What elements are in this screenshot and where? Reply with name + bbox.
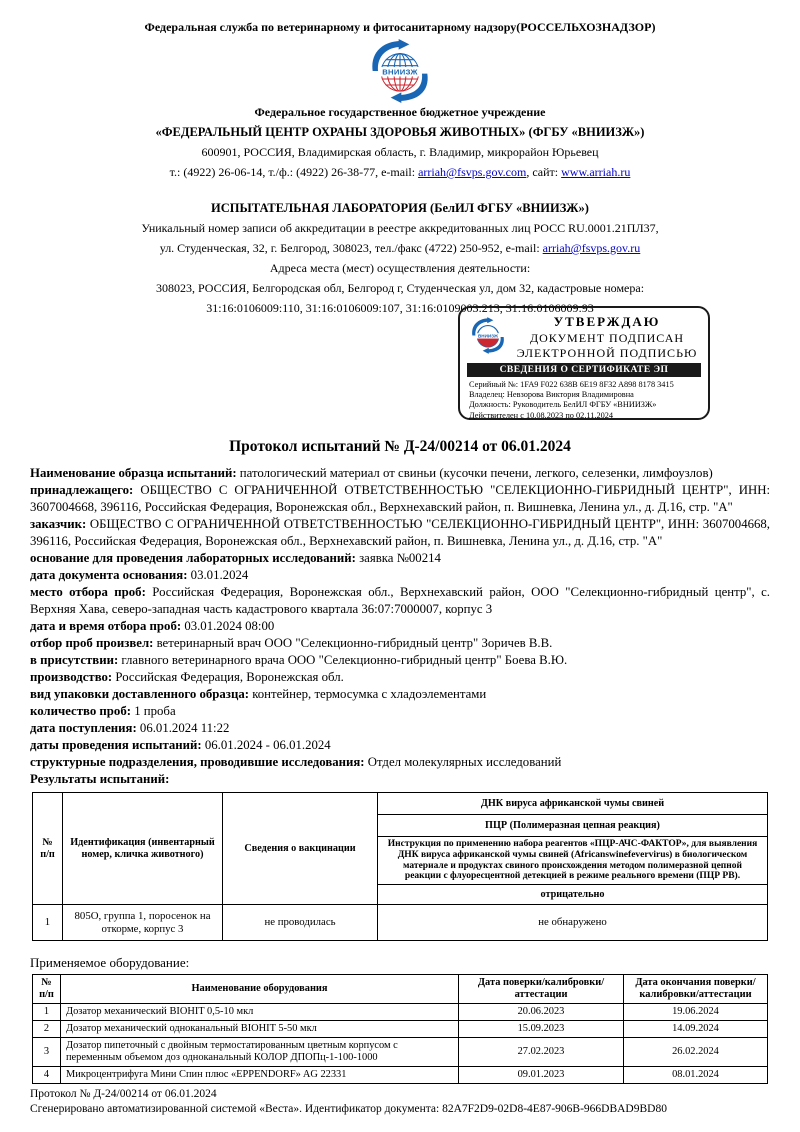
field-sample-count [30, 703, 770, 720]
result-value-cell: не обнаружено [378, 905, 768, 941]
field-label: место отбора проб: [30, 585, 146, 599]
activity-label: Адреса места (мест) осуществления деятельности: [269, 261, 531, 275]
method-cell: ПЦР (Полимеразная цепная реакция) [378, 815, 768, 837]
field-owner [30, 482, 770, 516]
protocol-title: Протокол испытаний № Д-24/00214 от 06.01.2024 [229, 438, 571, 455]
eq-name: Дозатор механический одноканальный BIOHIT 5-50 мкл [61, 1021, 459, 1038]
stamp-signed-line2: ЭЛЕКТРОННОЙ ПОДПИСЬЮ [516, 346, 698, 360]
activity-address: 308023, РОССИЯ, Белгородская обл, Белгород г, Студенческая ул, дом 32, кадастровые номера: [155, 281, 645, 295]
field-label: в присутствии: [30, 653, 119, 667]
field-value: Российская Федерация, Воронежская обл., Верхнехавский район, ООО "Селекционно-гибридный центр", с. Верхняя Хава, северо-западная часть кадастрового квартала 36:07:7000007, корпус 3 [30, 585, 771, 616]
field-label: принадлежащего: [30, 483, 134, 497]
protocol-fields [30, 465, 770, 788]
field-value: патологический материал от свиньи (кусочки печени, легкого, селезенки, лимфоузлов) [239, 466, 713, 480]
document-footer [30, 1087, 800, 1117]
field-label: вид упаковки доставленного образца: [30, 687, 249, 701]
stamp-serial: Серийный №: 1FA9 F022 638B 6E19 8F32 A898 8178 3415 [469, 380, 674, 389]
footer-generated-line: Сгенерировано автоматизированной системой «Веста». Идентификатор документа: 82A7F2D9-02D8-4E87-906B-966DBAD9BD80 [30, 1103, 667, 1116]
org-address: 600901, РОССИЯ, Владимирская область, г. Владимир, микрорайон Юрьевец [201, 145, 599, 159]
lab-title: ИСПЫТАТЕЛЬНАЯ ЛАБОРАТОРИЯ (БелИЛ ФГБУ «ВНИИЗЖ») [211, 201, 589, 215]
eq-no: 2 [33, 1021, 61, 1038]
field-test-dates [30, 737, 770, 754]
stamp-approve: УТВЕРЖДАЮ [553, 314, 661, 329]
results-table [32, 792, 768, 941]
eq-date-end: 19.06.2024 [624, 1004, 768, 1021]
org-type: Федеральное государственное бюджетное учреждение [254, 105, 546, 119]
field-value: контейнер, термосумка с хладоэлементами [252, 687, 487, 701]
field-value: 1 проба [134, 704, 176, 718]
field-departments [30, 754, 770, 771]
eq-col-date: Дата поверки/калибровки/аттестации [459, 975, 624, 1004]
signature-stamp [458, 306, 710, 420]
footer-protocol-ref: Протокол № Д-24/00214 от 06.01.2024 [30, 1088, 217, 1101]
vniizh-logo-icon [357, 39, 443, 103]
lab-address [0, 241, 800, 256]
stamp-details [469, 380, 702, 421]
eq-col-name: Наименование оборудования [61, 975, 459, 1004]
document-header [0, 0, 800, 316]
field-value: ветеринарный врач ООО "Селекционно-гибридный центр" Зоричев В.В. [156, 636, 553, 650]
field-sampler [30, 635, 770, 652]
field-customer [30, 516, 770, 550]
field-label: дата и время отбора проб: [30, 619, 182, 633]
field-label: основание для проведения лабораторных исследований: [30, 551, 356, 565]
instruction-cell: Инструкция по применению набора реагентов «ПЦР-АЧС-ФАКТОР», для выявления ДНК вируса африканской чумы свиней (Africanswinefevervirus) в биологическом материале и продуктах свиного происхождения методом полимеразной цепной реакции с флуоресцентной детекцией в режиме реального времени (ПЦР РВ). [378, 837, 768, 885]
result-row [33, 905, 768, 941]
svg-text:ВНИИЗЖ: ВНИИЗЖ [477, 333, 499, 339]
equipment-row [33, 1038, 768, 1067]
field-value: ОБЩЕСТВО С ОГРАНИЧЕННОЙ ОТВЕТСТВЕННОСТЬЮ "СЕЛЕКЦИОННО-ГИБРИДНЫЙ ЦЕНТР", ИНН: 3607004668, 396116, Российская Федерация, Воронежская обл., Верхнехавский район, п. Вишневка, Ленина ул., д. Д.16, стр. "А" [30, 483, 770, 514]
result-identification-cell: 805О, группа 1, поросенок на откорме, корпус 3 [63, 905, 223, 941]
eq-date-end: 14.09.2024 [624, 1021, 768, 1038]
org-site-link[interactable]: www.arriah.ru [561, 165, 631, 179]
lab-email-link[interactable]: arriah@fsvps.gov.ru [542, 241, 641, 255]
equipment-row [33, 1004, 768, 1021]
eq-no: 1 [33, 1004, 61, 1021]
field-value: 03.01.2024 08:00 [184, 619, 275, 633]
field-value: 06.01.2024 11:22 [139, 721, 230, 735]
norm-cell: отрицательно [378, 885, 768, 905]
lab-address-prefix: ул. Студенческая, 32, г. Белгород, 308023, тел./факс (4722) 250-952, e-mail: [159, 241, 543, 255]
eq-date: 20.06.2023 [459, 1004, 624, 1021]
field-value: 03.01.2024 [190, 568, 249, 582]
stamp-owner: Владелец: Невзорова Виктория Владимировна [469, 390, 634, 400]
field-basis-date [30, 567, 770, 584]
field-label: дата поступления: [30, 721, 137, 735]
field-value: главного ветеринарного врача ООО "Селекционно-гибридный центр" Боева В.Ю. [121, 653, 568, 667]
field-witness [30, 652, 770, 669]
field-results-heading [30, 771, 770, 788]
field-sampling-datetime [30, 618, 770, 635]
result-vaccination-cell: не проводилась [223, 905, 378, 941]
result-no-cell: 1 [33, 905, 63, 941]
equipment-row [33, 1067, 768, 1084]
field-label: производство: [30, 670, 113, 684]
equipment-table [32, 974, 768, 1084]
field-sample-name [30, 465, 770, 482]
field-value: Отдел молекулярных исследований [367, 755, 562, 769]
field-label: отбор проб произвел: [30, 636, 154, 650]
eq-date: 15.09.2023 [459, 1021, 624, 1038]
lab-accreditation: Уникальный номер записи об аккредитации в реестре аккредитованных лиц РОСС RU.0001.21ПЛ37, [141, 221, 659, 235]
eq-name: Дозатор пипеточный с двойным термостатированным цветным корпусом с переменным объемом доз одноканальный КОЛОР ДПОПц-1-100-1000 [61, 1038, 459, 1067]
stamp-cert-bar: СВЕДЕНИЯ О СЕРТИФИКАТЕ ЭП [467, 363, 701, 377]
contacts-mid: , сайт: [526, 165, 562, 179]
col-header-vaccination: Сведения о вакцинации [223, 793, 378, 905]
field-sampling-place [30, 584, 770, 618]
field-packaging [30, 686, 770, 703]
eq-no: 4 [33, 1067, 61, 1084]
stamp-logo-icon [467, 317, 509, 354]
equipment-row [33, 1021, 768, 1038]
eq-col-no: № п/п [33, 975, 61, 1004]
col-header-identification: Идентификация (инвентарный номер, кличка животного) [63, 793, 223, 905]
eq-date-end: 08.01.2024 [624, 1067, 768, 1084]
field-production [30, 669, 770, 686]
logo-text: ВНИИЗЖ [382, 67, 418, 77]
eq-name: Микроцентрифуга Мини Спин плюс «EPPENDORF» AG 22331 [61, 1067, 459, 1084]
org-contacts [0, 165, 800, 180]
stamp-validity: Действителен с 10.08.2023 по 02.11.2024 [469, 410, 614, 420]
field-label: заказчик: [30, 517, 87, 531]
cadastral-numbers: 31:16:0106009:110, 31:16:0106009:107, 31:16:0109003:213, 31:16:0106009:93 [206, 301, 594, 315]
field-receipt-date [30, 720, 770, 737]
field-value: Российская Федерация, Воронежская обл. [115, 670, 344, 684]
agency-line: Федеральная служба по ветеринарному и фитосанитарному надзору(РОССЕЛЬХОЗНАДЗОР) [144, 20, 656, 34]
col-header-no: № п/п [33, 793, 63, 905]
field-label: количество проб: [30, 704, 131, 718]
eq-date-end: 26.02.2024 [624, 1038, 768, 1067]
test-name-cell: ДНК вируса африканской чумы свиней [378, 793, 768, 815]
eq-date: 27.02.2023 [459, 1038, 624, 1067]
field-value: ОБЩЕСТВО С ОГРАНИЧЕННОЙ ОТВЕТСТВЕННОСТЬЮ "СЕЛЕКЦИОННО-ГИБРИДНЫЙ ЦЕНТР", ИНН: 3607004668, 396116, Российская Федерация, Воронежская обл., Верхнехавский район, п. Вишневка, Ленина ул., д. Д.16, стр. "А" [30, 517, 770, 548]
field-label: Результаты испытаний: [30, 772, 170, 786]
stamp-signed-line1: ДОКУМЕНТ ПОДПИСАН [529, 331, 685, 345]
field-basis [30, 550, 770, 567]
equipment-header-row [33, 975, 768, 1004]
field-label: даты проведения испытаний: [30, 738, 202, 752]
field-label: Наименование образца испытаний: [30, 466, 237, 480]
org-email-link[interactable]: arriah@fsvps.gov.com [418, 165, 527, 179]
eq-col-date-end: Дата окончания поверки/калибровки/аттестации [624, 975, 768, 1004]
stamp-position: Должность: Руководитель БелИЛ ФГБУ «ВНИИЗЖ» [469, 400, 657, 410]
field-label: дата документа основания: [30, 568, 188, 582]
contacts-prefix: т.: (4922) 26-06-14, т./ф.: (4922) 26-38-77, e-mail: [169, 165, 419, 179]
org-name: «ФЕДЕРАЛЬНЫЙ ЦЕНТР ОХРАНЫ ЗДОРОВЬЯ ЖИВОТНЫХ» (ФГБУ «ВНИИЗЖ») [155, 125, 645, 139]
eq-no: 3 [33, 1038, 61, 1067]
eq-name: Дозатор механический BIOHIT 0,5-10 мкл [61, 1004, 459, 1021]
field-value: заявка №00214 [359, 551, 441, 565]
field-value: 06.01.2024 - 06.01.2024 [204, 738, 331, 752]
eq-date: 09.01.2023 [459, 1067, 624, 1084]
field-label: структурные подразделения, проводившие исследования: [30, 755, 365, 769]
equipment-caption: Применяемое оборудование: [30, 955, 190, 971]
